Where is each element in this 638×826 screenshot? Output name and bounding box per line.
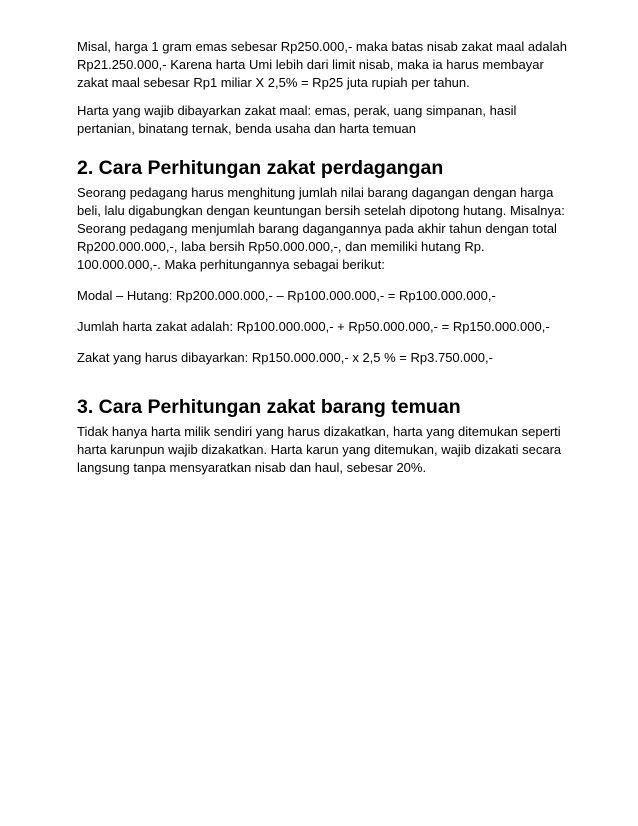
intro-paragraph-nisab: Misal, harga 1 gram emas sebesar Rp250.000,- maka batas nisab zakat maal adalah Rp21.250.000,- Karena harta Umi lebih dari limit nisab, maka ia harus membayar zakat maal sebesar Rp1 miliar X 2,5% = Rp25 juta rupiah per tahun. bbox=[77, 39, 567, 90]
document-page bbox=[77, 38, 567, 477]
section-3-paragraph: Tidak hanya harta milik sendiri yang harus dizakatkan, harta yang ditemukan seperti harta karunpun wajib dizakatkan. Harta karun yang ditemukan, wajib dizakati secara langsung tanpa mensyaratkan nisab dan haul, sebesar 20%. bbox=[77, 424, 562, 475]
section-2-heading: 2. Cara Perhitungan zakat perdagangan bbox=[77, 157, 444, 179]
intro-paragraph-harta: Harta yang wajib dibayarkan zakat maal: emas, perak, uang simpanan, hasil pertanian, binatang ternak, benda usaha dan harta temuan bbox=[77, 103, 517, 136]
section-2-line-jumlah: Jumlah harta zakat adalah: Rp100.000.000,- + Rp50.000.000,- = Rp150.000.000,- bbox=[77, 319, 550, 334]
section-2-line-modal: Modal – Hutang: Rp200.000.000,- – Rp100.000.000,- = Rp100.000.000,- bbox=[77, 288, 496, 303]
section-2-paragraph: Seorang pedagang harus menghitung jumlah nilai barang dagangan dengan harga beli, lalu digabungkan dengan keuntungan bersih setelah dipotong hutang. Misalnya: Seorang pedagang menjumlah barang dagangannya pada akhir tahun dengan total Rp200.000.000,-, laba bersih Rp50.000.000,-, dan memiliki hutang Rp. 100.000.000,-. Maka perhitungannya sebagai berikut: bbox=[77, 185, 565, 272]
section-2-line-zakat: Zakat yang harus dibayarkan: Rp150.000.000,- x 2,5 % = Rp3.750.000,- bbox=[77, 350, 493, 365]
section-3-heading: 3. Cara Perhitungan zakat barang temuan bbox=[77, 396, 461, 418]
